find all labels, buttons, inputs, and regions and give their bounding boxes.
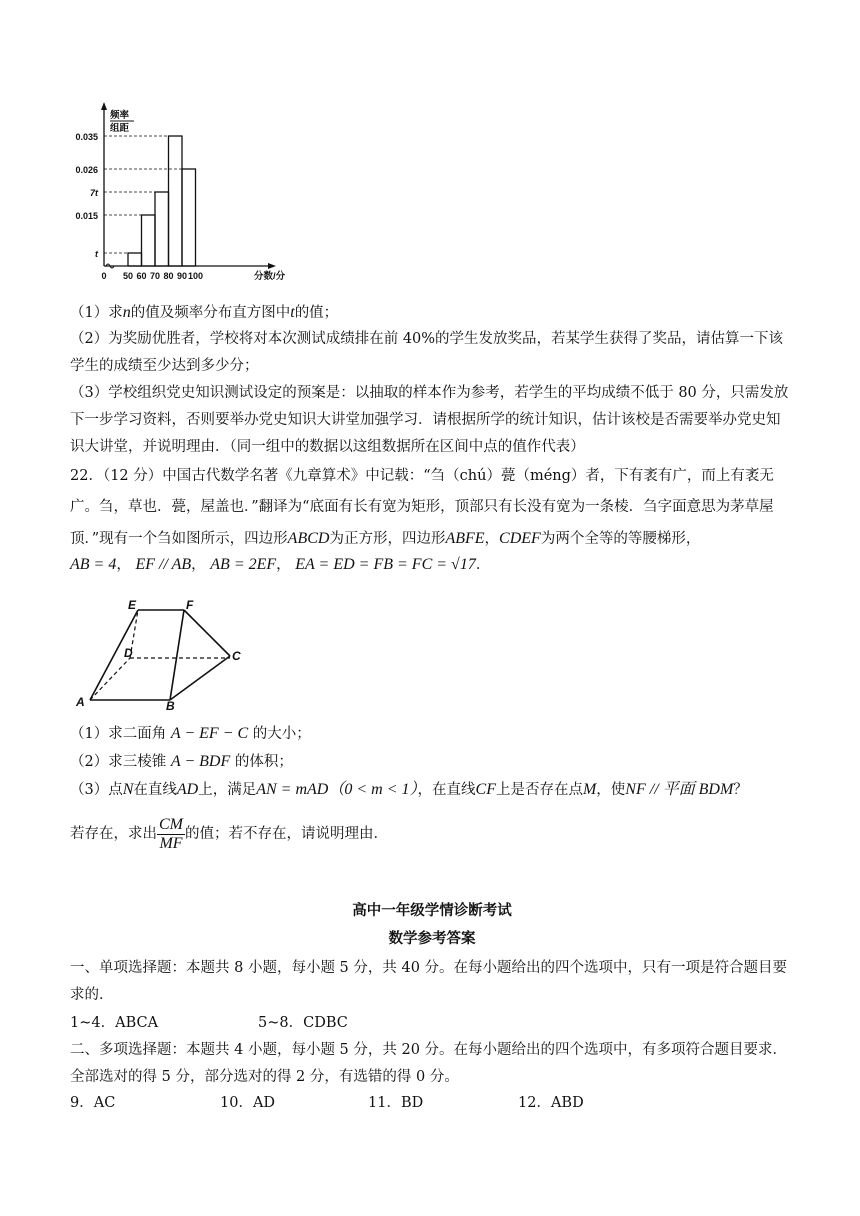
x-tick-label: 0	[101, 271, 107, 281]
answer-9: 9．AC	[70, 1095, 116, 1111]
edge-fb	[170, 610, 184, 700]
answers-title: 高中一年级学情诊断考试	[352, 902, 512, 919]
answer-10: 10．AD	[220, 1095, 276, 1111]
y-axis-arrow	[101, 102, 107, 110]
y-tick-label: 7t	[89, 188, 98, 198]
x-tick-label: 80	[163, 271, 174, 281]
label-b: B	[166, 699, 175, 710]
histogram-bar	[155, 192, 169, 266]
histogram-bar	[182, 169, 196, 266]
x-tick-label: 90	[176, 271, 188, 281]
edge-ad	[90, 658, 130, 700]
x-tick-label: 100	[187, 271, 204, 281]
histogram-bar	[142, 215, 156, 266]
label-d: D	[124, 646, 133, 660]
label-f: F	[186, 600, 194, 612]
x-axis-arrow	[268, 263, 276, 269]
edge-bc	[170, 656, 230, 700]
q22-part3: （3）点N在直线AD上，满足AN = mAD（0 < m < 1），在直线CF上是否存在点M，使NF // 平面 BDM？	[70, 781, 748, 798]
x-axis-label: 分数/分	[254, 271, 286, 282]
answer-12: 12．ABD	[518, 1095, 584, 1111]
chumeng-solid-figure	[72, 600, 247, 710]
label-c: C	[232, 649, 241, 663]
q22-part3-followup: 若存在，求出 $\frac{CM}{MF}$ 的值；若不存在，请说明理由．	[70, 815, 388, 852]
label-a: A	[76, 695, 85, 709]
histogram-bar	[128, 253, 142, 266]
x-tick-label: 70	[149, 271, 161, 281]
answer-1-4: 1~4．ABCA	[70, 1015, 159, 1031]
x-tick-label: 50	[122, 271, 134, 281]
section-1-answers	[70, 1010, 794, 1037]
histogram-plot	[75, 102, 285, 282]
q22-conditions: AB = 4， EF // AB， AB = 2EF， EA = ED = FB = FC = √17．	[70, 556, 491, 573]
y-tick-label: t	[95, 249, 98, 259]
edge-fc	[184, 610, 230, 656]
x-tick-label: 60	[136, 271, 147, 281]
q21-part2: （2）为奖励优胜者，学校将对本次测试成绩排在前 40%的学生发放奖品，若某学生获得了奖品，请估算一下该学生的成绩至少达到多少分；	[70, 331, 784, 374]
q21-part3: （3）学校组织党史知识测试设定的预案是：以抽取的样本作为参考，若学生的平均成绩不低于 80 分，只需发放下一步学习资料，否则要举办党史知识大讲堂加强学习．请根据所学的统计知识，估计该校是否需要举办党史知识大讲堂，并说明理由．（同一组中的数据以这组数据所在区间中点的值作代表）	[70, 385, 789, 455]
y-axis-label-top: 频率	[110, 110, 130, 121]
y-tick-label: 0.035	[75, 132, 98, 142]
answers-subtitle: 数学参考答案	[388, 930, 476, 947]
q22-part2: （2）求三棱锥 A − BDF 的体积；	[70, 753, 293, 770]
section-1-heading: 一、单项选择题：本题共 8 小题，每小题 5 分，共 40 分。在每小题给出的四个选项中，只有一项是符合题目要求的．	[70, 960, 788, 1003]
histogram-bar	[169, 136, 183, 266]
q22-intro: 22．（12 分）中国古代数学名著《九章算术》中记载：“刍（chú）甍（méng）者，下有袤有广，而上有袤无广。刍，草也．甍，屋盖也．”翻译为“底面有长有宽为矩形，顶部只有长没有宽为一条棱．刍字面意思为茅草屋顶．”现有一个刍如图所示，四边形ABCD为正方形，四边形ABFE，CDEF为两个全等的等腰梯形，	[70, 468, 774, 547]
section-2-heading: 二、多项选择题：本题共 4 小题，每小题 5 分，共 20 分。在每小题给出的四个选项中，有多项符合题目要求．全部选对的得 5 分，部分选对的得 2 分，有选错的得 0 分。	[70, 1042, 788, 1085]
y-tick-label: 0.015	[75, 211, 98, 221]
frequency-histogram	[70, 100, 300, 300]
label-e: E	[128, 600, 137, 612]
fraction-cm-mf: $\frac{CM}{MF}$	[159, 815, 183, 852]
answer-5-8: 5~8．CDBC	[258, 1015, 348, 1031]
y-tick-label: 0.026	[75, 165, 98, 175]
q22-part1: （1）求二面角 A − EF − C 的大小；	[70, 725, 311, 742]
section-2-answers	[70, 1090, 794, 1117]
answer-11: 11．BD	[368, 1095, 424, 1111]
y-axis-label-bottom: 组距	[110, 123, 130, 134]
q21-part1: （1）求n的值及频率分布直方图中t的值；	[70, 304, 339, 321]
